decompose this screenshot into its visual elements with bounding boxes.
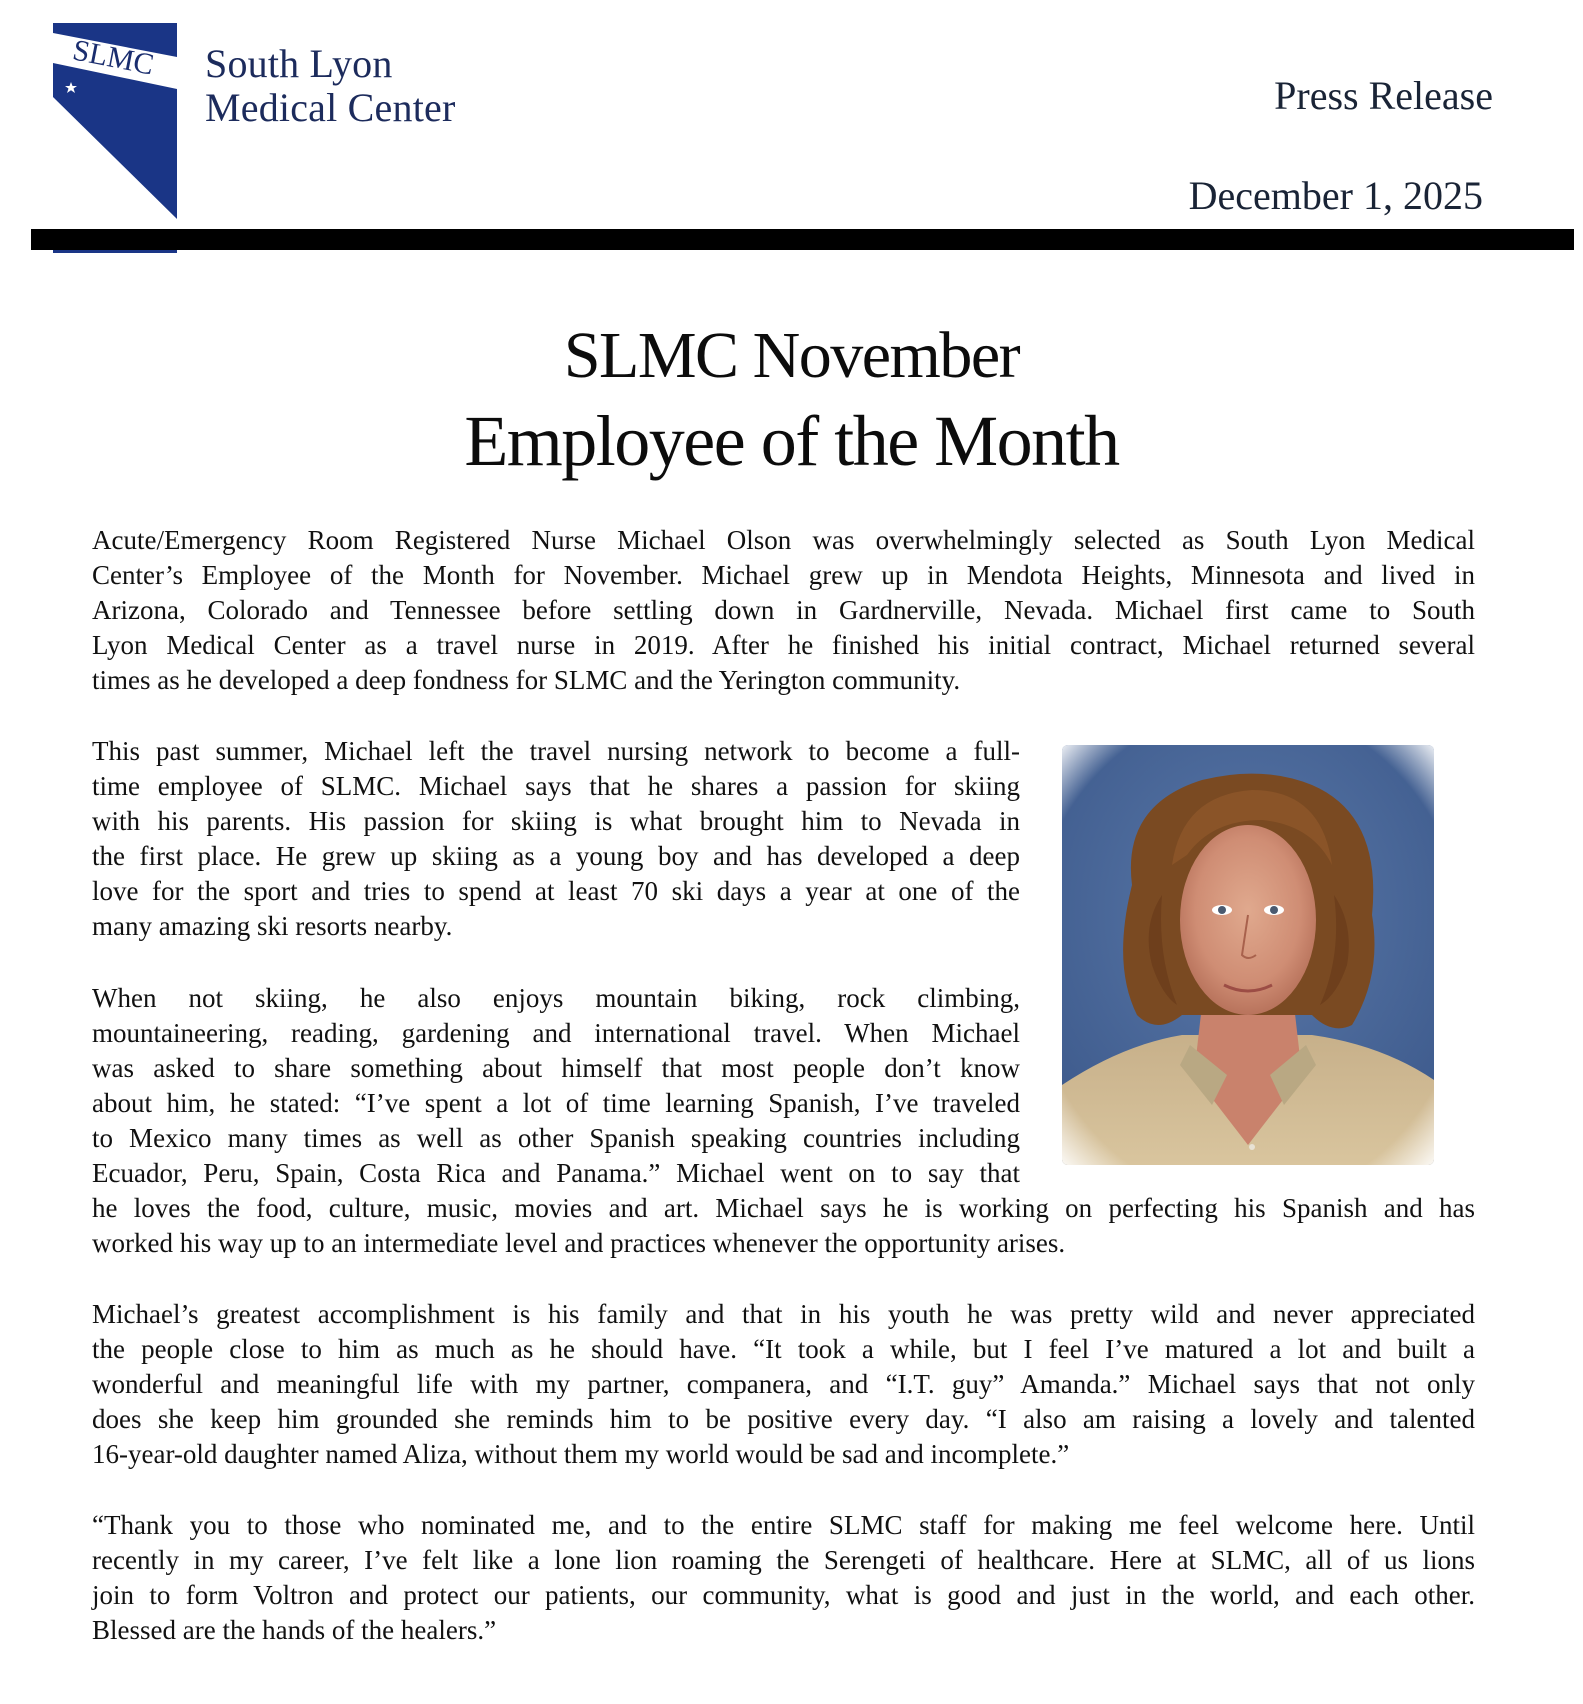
- text-line: worked his way up to an intermediate level and practices whenever the opportunity arises.: [92, 1228, 1066, 1258]
- org-name-line2: Medical Center: [205, 85, 456, 130]
- text-line: Acute/Emergency Room Registered Nurse Michael Olson was overwhelmingly selected as South Lyon Medical: [92, 525, 1475, 555]
- text-line: When not skiing, he also enjoys mountain biking, rock climbing,: [92, 983, 1020, 1013]
- org-name-line1: South Lyon: [205, 41, 393, 86]
- text-line: he loves the food, culture, music, movies and art. Michael says he is working on perfecting his Spanish and has: [92, 1193, 1475, 1223]
- text-line: Blessed are the hands of the healers.”: [92, 1615, 497, 1645]
- text-line: Center’s Employee of the Month for November. Michael grew up in Mendota Heights, Minnesota and lived in: [92, 560, 1475, 590]
- release-date: December 1, 2025: [1188, 173, 1483, 218]
- page-title-line1: SLMC November: [563, 319, 1020, 392]
- organization-name: [205, 42, 455, 130]
- text-line: times as he developed a deep fondness for SLMC and the Yerington community.: [92, 665, 961, 695]
- text-line: This past summer, Michael left the travel nursing network to become a full-: [92, 736, 1020, 766]
- text-line: join to form Voltron and protect our patients, our community, what is good and just in the world, and each other.: [92, 1580, 1475, 1610]
- text-line: Ecuador, Peru, Spain, Costa Rica and Panama.” Michael went on to say that: [92, 1158, 1020, 1188]
- nevada-shape-logo-icon: [53, 23, 177, 219]
- slmc-logo: [53, 23, 177, 219]
- text-line: about him, he stated: “I’ve spent a lot of time learning Spanish, I’ve traveled: [92, 1088, 1020, 1118]
- portrait-image: [1062, 745, 1434, 1165]
- text-line: to Mexico many times as well as other Spanish speaking countries including: [92, 1123, 1020, 1153]
- employee-photo: [1062, 745, 1434, 1165]
- text-line: time employee of SLMC. Michael says that he shares a passion for skiing: [92, 771, 1020, 801]
- text-line: the first place. He grew up skiing as a young boy and has developed a deep: [92, 841, 1020, 871]
- text-line: recently in my career, I’ve felt like a lone lion roaming the Serengeti of healthcare. Here at SLMC, all of us lions: [92, 1545, 1475, 1575]
- header-rule: [31, 229, 1574, 250]
- text-line: does she keep him grounded she reminds him to be positive every day. “I also am raising a lovely and talented: [92, 1404, 1475, 1434]
- page-title-line2: Employee of the Month: [464, 401, 1119, 481]
- text-line: Michael’s greatest accomplishment is his family and that in his youth he was pretty wild and never appreciated: [92, 1299, 1475, 1329]
- text-line: love for the sport and tries to spend at least 70 ski days a year at one of the: [92, 876, 1020, 906]
- text-line: many amazing ski resorts nearby.: [92, 911, 453, 941]
- text-line: wonderful and meaningful life with my partner, companera, and “I.T. guy” Amanda.” Michael says that not only: [92, 1369, 1475, 1399]
- logo-text: SLMC: [70, 33, 157, 82]
- text-line: with his parents. His passion for skiing is what brought him to Nevada in: [92, 806, 1020, 836]
- text-line: mountaineering, reading, gardening and international travel. When Michael: [92, 1018, 1020, 1048]
- header-rule-accent: [53, 250, 177, 253]
- text-line: Lyon Medical Center as a travel nurse in 2019. After he finished his initial contract, Michael returned several: [92, 630, 1475, 660]
- text-line: Arizona, Colorado and Tennessee before settling down in Gardnerville, Nevada. Michael first came to South: [92, 595, 1475, 625]
- text-line: “Thank you to those who nominated me, and to the entire SLMC staff for making me feel welcome here. Until: [92, 1510, 1475, 1540]
- text-line: was asked to share something about himself that most people don’t know: [92, 1053, 1020, 1083]
- text-line: the people close to him as much as he should have. “It took a while, but I feel I’ve matured a lot and built a: [92, 1334, 1475, 1364]
- document-type: Press Release: [1274, 73, 1493, 118]
- text-line: 16-year-old daughter named Aliza, without them my world would be sad and incomplete.”: [92, 1439, 1070, 1469]
